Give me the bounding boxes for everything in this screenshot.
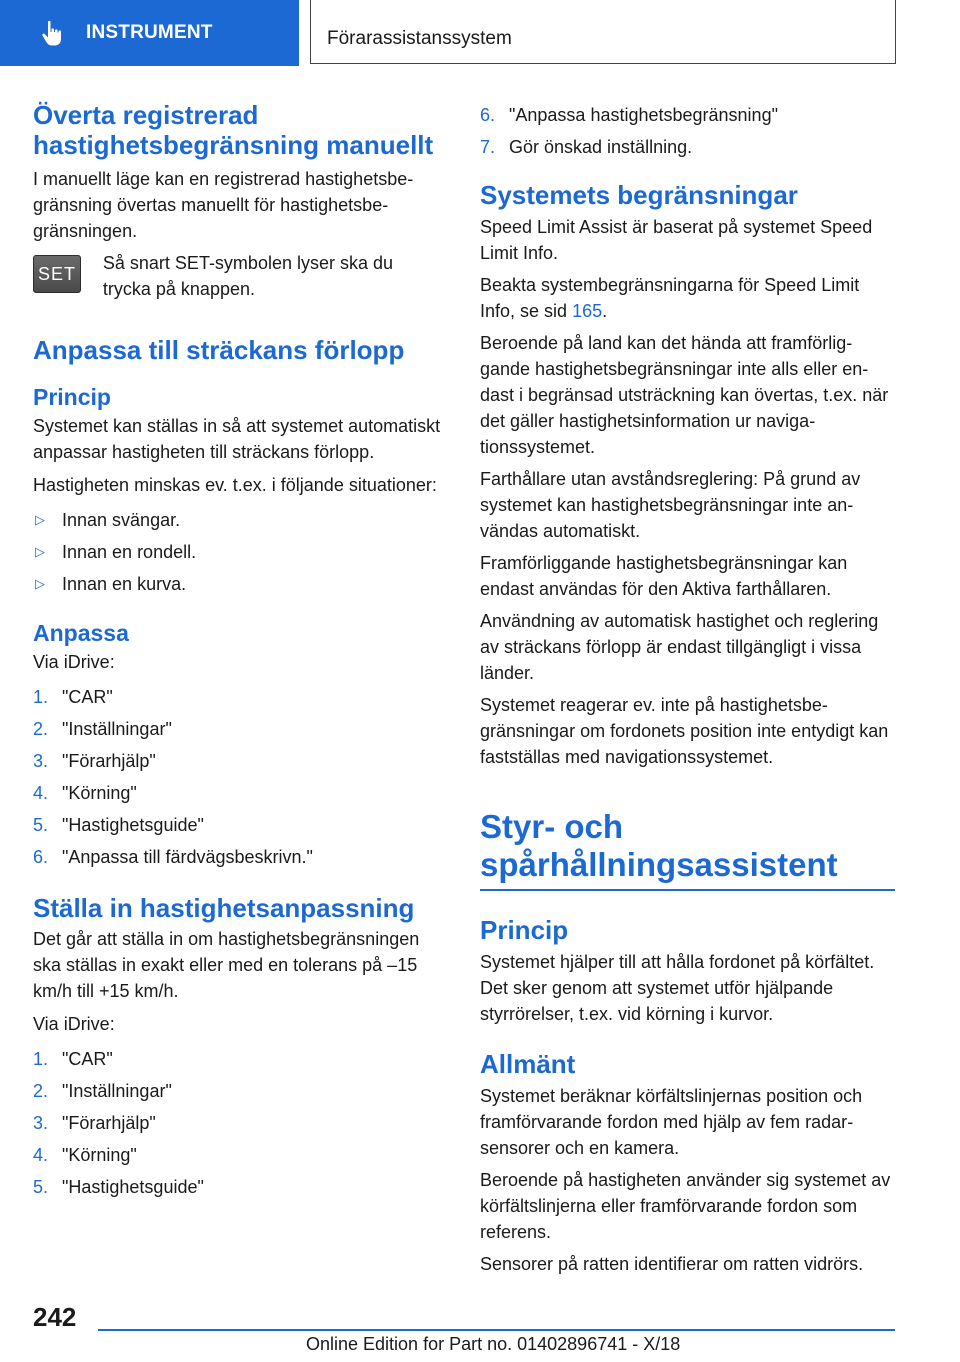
paragraph-limits-4: Farthållare utan avståndsreglering: På grund av systemet kan hastighetsbegränsningar inte användas automatiskt. (480, 469, 861, 541)
set-button-icon: SET (33, 255, 81, 293)
via-idrive-label: Via iDrive: (33, 1014, 115, 1034)
step-item: 6. "Anpassa hastighetsbegränsning" (480, 105, 778, 125)
step-item: 2. "Inställningar" (33, 719, 172, 739)
heading-principle: Princip (33, 384, 111, 410)
heading-limits: Systemets begränsningar (480, 180, 798, 210)
heading-customize: Anpassa (33, 620, 129, 646)
heading-general: Allmänt (480, 1049, 576, 1079)
step-list-1 (33, 684, 445, 870)
chapter-heading-steering: Styr- och spårhållningsassistent (480, 808, 838, 883)
heading-setting: Ställa in hastighetsanpassning (33, 893, 415, 923)
step-item: 4. "Körning" (33, 783, 137, 803)
page-link[interactable]: 165 (572, 301, 603, 321)
heading-override: Överta registrerad hastighetsbegränsning manuellt (33, 100, 434, 160)
triangle-bullet-icon: ▷ (35, 576, 45, 591)
chapter-rule (480, 889, 895, 891)
footer-edition: Online Edition for Part no. 01402896741 - X/18 (306, 1334, 681, 1354)
paragraph-principle: Systemet hjälper till att hålla fordonet på körfältet. Det sker genom att systemet utför hjälpande styrrörelser, t.ex. vid körning i kurvor. (480, 952, 875, 1024)
hand-pointer-icon (38, 18, 68, 48)
paragraph-setting: Det går att ställa in om hastighetsbegränsningen ska ställas in exakt eller med en tolerans på –15 km/h till +15 km/h. (33, 929, 420, 1001)
step-item: 7. Gör önskad inställning. (480, 137, 693, 157)
step-item: 5. "Hastighetsguide" (33, 1177, 204, 1197)
page-section-title: Förarassistanssystem (327, 28, 512, 49)
step-item: 5. "Hastighetsguide" (33, 815, 204, 835)
step-item: 1. "CAR" (33, 687, 113, 707)
paragraph-general-1: Systemet beräknar körfältslinjernas position och framförvarande fordon med hjälp av fem radarsensorer och en kamera. (480, 1086, 863, 1158)
step-item: 3. "Förarhjälp" (33, 1113, 156, 1133)
paragraph-limits-2: Beakta systembegränsningarna för Speed Limit Info, se sid 165. (480, 275, 860, 321)
list-item: ▷ Innan svängar. (33, 507, 445, 533)
triangle-bullet-icon: ▷ (35, 512, 45, 527)
section-tab-label: INSTRUMENT (86, 22, 213, 43)
step-item: 2. "Inställningar" (33, 1081, 172, 1101)
heading-principle: Princip (480, 915, 569, 945)
section-tab[interactable] (0, 0, 299, 66)
step-list-2 (33, 1046, 445, 1200)
paragraph-reduce: Hastigheten minskas ev. t.ex. i följande situationer: (33, 475, 437, 495)
footer-rule (98, 1329, 895, 1331)
triangle-bullet-icon: ▷ (35, 544, 45, 559)
bullet-list (33, 507, 445, 597)
paragraph-principle: Systemet kan ställas in så att systemet automatiskt anpassar hastigheten till sträckans förlopp. (33, 416, 441, 462)
header-title-box (310, 0, 896, 64)
step-item: 1. "CAR" (33, 1049, 113, 1069)
via-idrive-label: Via iDrive: (33, 652, 115, 672)
paragraph-general-3: Sensorer på ratten identifierar om ratten vidrörs. (480, 1254, 864, 1274)
set-note (33, 255, 445, 302)
step-item: 6. "Anpassa till färdvägsbeskrivn." (33, 847, 313, 867)
paragraph-limits-7: Systemet reagerar ev. inte på hastighetsbegränsningar om fordonets position inte entydigt kan fastställas med navigationssystemet. (480, 695, 889, 767)
page-number: 242 (33, 1302, 77, 1332)
list-item: ▷ Innan en kurva. (33, 571, 445, 597)
list-item: ▷ Innan en rondell. (33, 539, 445, 565)
paragraph-override: I manuellt läge kan en registrerad hastighetsbegränsning övertas manuellt för hastighetsbegränsningen. (33, 169, 414, 241)
step-item: 4. "Körning" (33, 1145, 137, 1165)
paragraph-limits-6: Användning av automatisk hastighet och reglering av sträckans förlopp är endast tillgängligt i vissa länder. (480, 611, 879, 683)
set-note-text: Så snart SET-symbolen lyser ska du trycka på knappen. (102, 253, 394, 299)
paragraph-limits-3: Beroende på land kan det hända att framförliggande hastighetsbegränsningar inte alls eller endast i begränsad utsträckning kan övertas, t.ex. när det gäller hastighetsinformation ur navigationssystemet. (480, 333, 889, 457)
heading-adapt: Anpassa till sträckans förlopp (33, 335, 405, 365)
paragraph-limits-5: Framförliggande hastighetsbegränsningar kan endast användas för den Aktiva farthållaren. (480, 553, 848, 599)
paragraph-limits-1: Speed Limit Assist är baserat på systemet Speed Limit Info. (480, 217, 873, 263)
step-list-cont (480, 102, 895, 160)
right-column (480, 100, 895, 1277)
paragraph-general-2: Beroende på hastigheten använder sig systemet av körfältslinjerna eller framförvarande fordon som referens. (480, 1170, 891, 1242)
left-column (33, 100, 445, 1200)
step-item: 3. "Förarhjälp" (33, 751, 156, 771)
